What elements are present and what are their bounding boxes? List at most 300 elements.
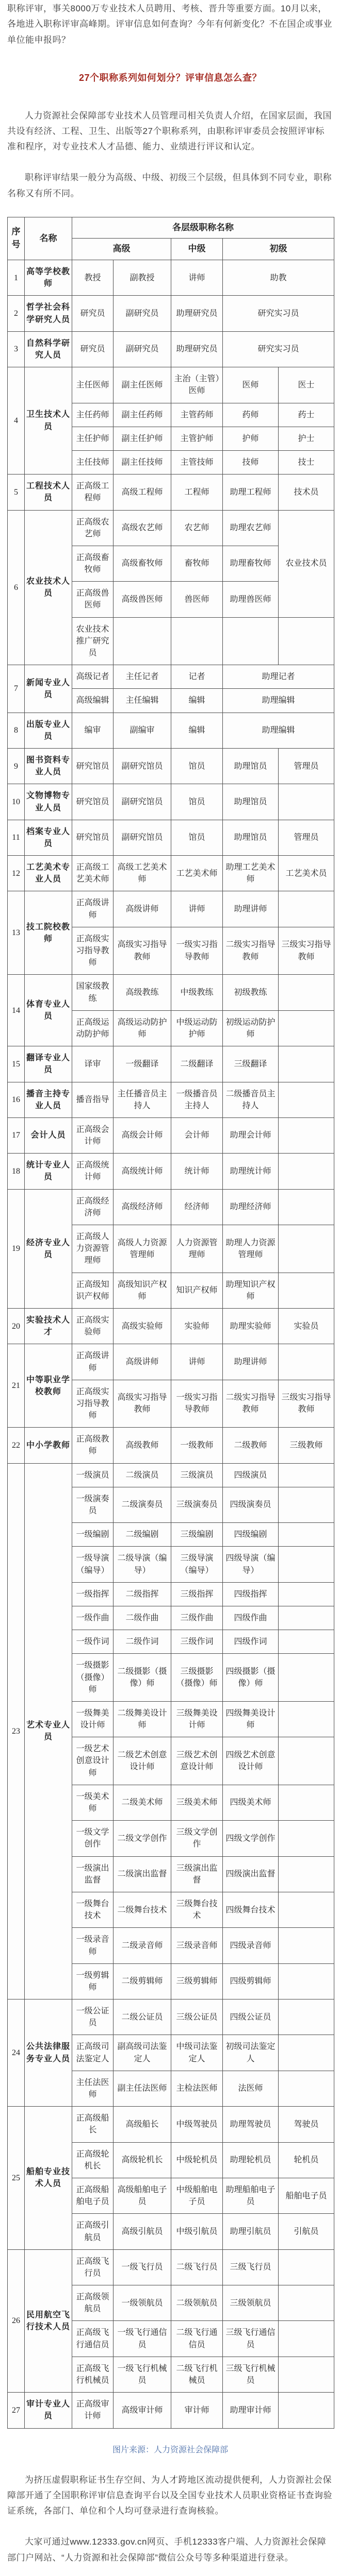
- table-cell: 编辑: [171, 713, 223, 748]
- table-cell: 馆员: [171, 820, 223, 855]
- table-cell: 正高级领航员: [72, 2285, 114, 2321]
- table-cell: 四级文学创作: [223, 1821, 279, 1856]
- table-cell: 助理经济师: [223, 1189, 279, 1225]
- table-cell: 二级演奏员: [114, 1487, 171, 1522]
- row-name-cell: 中小学教师: [25, 1428, 72, 1463]
- table-cell: 中级引航员: [171, 2214, 223, 2249]
- table-row: [8, 1046, 334, 1082]
- table-cell: 二级剪辑师: [114, 1963, 171, 1999]
- row-name-cell: 中等职业学校教师: [25, 1344, 72, 1428]
- table-row: [8, 1189, 334, 1225]
- table-cell: 主管护师: [171, 427, 223, 450]
- table-cell: 三级导演（编导）: [171, 1547, 223, 1582]
- row-seq-cell: 26: [8, 2249, 25, 2393]
- table-cell: 助教: [223, 260, 334, 296]
- table-cell: 主任法医师: [72, 2071, 114, 2106]
- row-seq-cell: 17: [8, 1117, 25, 1153]
- table-cell: 正高级船长: [72, 2107, 114, 2142]
- table-cell: 三级作曲: [171, 1606, 223, 1630]
- table-cell: 高级畜牧师: [114, 546, 171, 581]
- table-cell: 主任医师: [72, 367, 114, 403]
- table-cell: 一级翻译: [114, 1046, 171, 1082]
- table-row: [8, 748, 334, 784]
- table-row: [8, 665, 334, 689]
- row-seq-cell: 6: [8, 510, 25, 665]
- table-cell: 正高级工艺美术师: [72, 856, 114, 891]
- table-cell: 馆员: [171, 748, 223, 784]
- table-row: [8, 2107, 334, 2142]
- table-cell: 助理驾驶员: [223, 2107, 279, 2142]
- table-cell: 助理实验师: [223, 1308, 279, 1344]
- row-name-cell: 公共法律服务专业人员: [25, 1999, 72, 2107]
- row-name-cell: 经济专业人员: [25, 1189, 72, 1308]
- table-cell: 一级演奏员: [72, 1487, 114, 1522]
- table-cell: 正高级实验师: [72, 1308, 114, 1344]
- table-cell: 正高级知识产权师: [72, 1273, 114, 1308]
- table-cell: 三级指挥: [171, 1582, 223, 1606]
- table-cell: 助理工艺美术师: [223, 856, 279, 891]
- table-cell: 工艺美术师: [171, 856, 223, 891]
- table-cell: [279, 2249, 334, 2285]
- table-cell: 高级运动防护师: [114, 1010, 171, 1046]
- table-cell: 畜牧师: [171, 546, 223, 581]
- table-cell: 助理知识产权师: [223, 1273, 279, 1308]
- table-row: [8, 784, 334, 820]
- table-cell: 初级运动防护师: [223, 1010, 279, 1046]
- row-name-cell: 自然科学研究人员: [25, 331, 72, 367]
- row-name-cell: 翻译专业人员: [25, 1046, 72, 1082]
- table-cell: 轮机员: [279, 2142, 334, 2178]
- table-cell: 高级船舶电子员: [114, 2178, 171, 2213]
- table-cell: 正高级人力资源管理师: [72, 1225, 114, 1273]
- table-row: [8, 2249, 334, 2285]
- table-cell: 高级船长: [114, 2107, 171, 2142]
- table-cell: 二级作曲: [114, 1606, 171, 1630]
- table-cell: 正高级飞行员: [72, 2249, 114, 2285]
- table-cell: 高级工程师: [114, 474, 171, 510]
- table-cell: 一级艺术创意设计师: [72, 1737, 114, 1785]
- row-seq-cell: 12: [8, 856, 25, 891]
- table-cell: 实验员: [279, 1308, 334, 1344]
- table-row: [8, 474, 334, 510]
- row-seq-cell: 21: [8, 1344, 25, 1428]
- table-cell: 正高级运动防护师: [72, 1010, 114, 1046]
- table-cell: [279, 1654, 334, 1702]
- table-cell: 二级文学创作: [114, 1821, 171, 1856]
- table-cell: 工程师: [171, 474, 223, 510]
- table-row: [8, 296, 334, 331]
- table-cell: 引航员: [279, 2214, 334, 2249]
- table-cell: 一级导演（编导）: [72, 1547, 114, 1582]
- table-cell: 三级编剧: [171, 1523, 223, 1547]
- table-cell: 副编审: [114, 713, 171, 748]
- table-cell: 一级摄影（摄像）师: [72, 1654, 114, 1702]
- table-cell: 高级教师: [114, 1428, 171, 1463]
- table-cell: [279, 2357, 334, 2392]
- table-row: [8, 1428, 334, 1463]
- table-cell: 一级舞美设计师: [72, 1701, 114, 1737]
- table-cell: [279, 1046, 334, 1082]
- header-levels: 各层级职称名称: [72, 217, 334, 239]
- table-cell: [279, 2285, 334, 2321]
- header-junior: 初级: [223, 239, 334, 260]
- table-cell: [114, 617, 171, 665]
- row-seq-cell: 27: [8, 2393, 25, 2428]
- table-cell: [279, 1582, 334, 1606]
- table-cell: 农业技术推广研究员: [72, 617, 114, 665]
- table-cell: [279, 1999, 334, 2035]
- table-cell: 主任编辑: [114, 689, 171, 713]
- table-cell: 讲师: [171, 1344, 223, 1380]
- table-cell: 高级实习指导教师: [114, 927, 171, 975]
- table-cell: 三级舞台技术: [171, 1892, 223, 1927]
- table-cell: 研究员: [72, 331, 114, 367]
- table-cell: 助理畜牧师: [223, 546, 279, 581]
- table-cell: 实验师: [171, 1308, 223, 1344]
- table-row: [8, 510, 334, 546]
- table-cell: 一级公证员: [72, 1999, 114, 2035]
- table-cell: 医士: [279, 367, 334, 403]
- row-seq-cell: 19: [8, 1189, 25, 1308]
- table-cell: 主任记者: [114, 665, 171, 689]
- table-cell: 一级实习指导教师: [171, 1380, 223, 1428]
- table-cell: 副研究馆员: [114, 784, 171, 820]
- table-cell: [279, 1856, 334, 1892]
- table-cell: [279, 1487, 334, 1522]
- table-cell: 高级人力资源管理师: [114, 1225, 171, 1273]
- table-row: [8, 1154, 334, 1189]
- title-series-table: [7, 217, 334, 2429]
- table-cell: 高级会计师: [114, 1117, 171, 1153]
- table-cell: [279, 1082, 334, 1117]
- table-cell: [279, 1701, 334, 1737]
- table-cell: 副主任法医师: [114, 2071, 171, 2106]
- table-cell: 正高级飞行通信员: [72, 2321, 114, 2357]
- table-cell: 二级实习指导教师: [223, 1380, 279, 1428]
- table-cell: 高级实验师: [114, 1308, 171, 1344]
- table-cell: 副主任医师: [114, 367, 171, 403]
- row-name-cell: 卫生技术人员: [25, 367, 72, 474]
- header-senior: 高级: [72, 239, 171, 260]
- row-seq-cell: 20: [8, 1308, 25, 1344]
- row-seq-cell: 18: [8, 1154, 25, 1189]
- table-cell: 二级作词: [114, 1630, 171, 1654]
- table-cell: 讲师: [171, 260, 223, 296]
- table-cell: 会计师: [171, 1117, 223, 1153]
- table-cell: [279, 1523, 334, 1547]
- row-name-cell: 审计专业人员: [25, 2393, 72, 2428]
- table-cell: 四级舞台技术: [223, 1892, 279, 1927]
- row-seq-cell: 22: [8, 1428, 25, 1463]
- table-cell: 四级美术师: [223, 1785, 279, 1820]
- table-cell: 一级作词: [72, 1630, 114, 1654]
- table-cell: 主任技师: [72, 450, 114, 474]
- table-cell: 正高级畜牧师: [72, 546, 114, 581]
- table-cell: 正高级实习指导教师: [72, 1380, 114, 1428]
- row-seq-cell: 15: [8, 1046, 25, 1082]
- table-cell: [279, 2035, 334, 2071]
- table-cell: 船舶电子员: [279, 2178, 334, 2213]
- table-cell: 研究实习员: [223, 331, 334, 367]
- table-cell: 主管技师: [171, 450, 223, 474]
- table-cell: 高级讲师: [114, 891, 171, 927]
- table-cell: 三级舞美设计师: [171, 1701, 223, 1737]
- table-cell: 四级摄影（摄像）师: [223, 1654, 279, 1702]
- table-cell: 正高级引航员: [72, 2214, 114, 2249]
- table-cell: 三级艺术创意设计师: [171, 1737, 223, 1785]
- paragraph: 大家可通过www.12333.gov.cn网页、手机12333客户端、人力资源社会保障部门户网站、“人力资源和社会保障部”微信公众号等多种渠道进行登录。: [7, 2537, 327, 2563]
- table-cell: 中级轮机员: [171, 2142, 223, 2178]
- table-cell: [279, 1547, 334, 1582]
- table-cell: 助理编辑: [223, 689, 334, 713]
- row-name-cell: 实验技术人才: [25, 1308, 72, 1344]
- table-cell: 三级飞行员: [223, 2249, 279, 2285]
- table-cell: 高级教练: [114, 975, 171, 1010]
- table-cell: 二级领航员: [171, 2285, 223, 2321]
- table-cell: 二级导演（编导）: [114, 1547, 171, 1582]
- table-cell: 译审: [72, 1046, 114, 1082]
- table-row: [8, 891, 334, 927]
- table-cell: 一级录音师: [72, 1928, 114, 1963]
- title-table-wrapper: [7, 217, 333, 2429]
- header-name: 名称: [25, 217, 72, 260]
- paragraph: 人力资源社会保障部专业技术人员管理司相关负责人介绍，在国家层面，我国共设有经济、工程、卫生、出版等27个职称系列，由职称评审委员会按照评审标准和程序，对专业技术人才品德、能力、业绩进行评议和认定。: [7, 110, 332, 152]
- table-cell: [279, 1928, 334, 1963]
- table-cell: 农艺师: [171, 510, 223, 546]
- table-cell: 正高级讲师: [72, 1344, 114, 1380]
- table-cell: [279, 2393, 334, 2428]
- row-seq-cell: 14: [8, 975, 25, 1046]
- table-cell: 高级农艺师: [114, 510, 171, 546]
- row-seq-cell: 23: [8, 1463, 25, 1999]
- table-cell: 四级演奏员: [223, 1487, 279, 1522]
- table-cell: 正高级兽医师: [72, 582, 114, 617]
- table-cell: 教授: [72, 260, 114, 296]
- table-cell: 一级美术师: [72, 1785, 114, 1820]
- row-seq-cell: 5: [8, 474, 25, 510]
- table-cell: 三级翻译: [223, 1046, 279, 1082]
- header-seq: 序号: [8, 217, 25, 260]
- table-cell: 二级演员: [114, 1463, 171, 1487]
- table-cell: 正高级农艺师: [72, 510, 114, 546]
- table-cell: 药士: [279, 403, 334, 427]
- table-cell: 主治（主管）医师: [171, 367, 223, 403]
- table-cell: 三级领航员: [223, 2285, 279, 2321]
- table-cell: 高级实习指导教师: [114, 1380, 171, 1428]
- table-row: [8, 1344, 334, 1380]
- table-cell: 助理船舶电子员: [223, 2178, 279, 2213]
- row-seq-cell: 7: [8, 665, 25, 713]
- table-cell: [279, 1225, 334, 1273]
- table-row: [8, 2393, 334, 2428]
- table-cell: 一级演员: [72, 1463, 114, 1487]
- table-cell: 正高级实习指导教师: [72, 927, 114, 975]
- table-cell: 三级美术师: [171, 1785, 223, 1820]
- table-cell: 助理馆员: [223, 748, 279, 784]
- table-row: [8, 713, 334, 748]
- row-name-cell: 图书资料专业人员: [25, 748, 72, 784]
- table-cell: [279, 1189, 334, 1225]
- table-cell: 记者: [171, 665, 223, 689]
- table-cell: 统计师: [171, 1154, 223, 1189]
- table-cell: 研究馆员: [72, 748, 114, 784]
- table-cell: 人力资源管理师: [171, 1225, 223, 1273]
- table-cell: 三级飞行机械员: [223, 2357, 279, 2392]
- table-cell: 编审: [72, 713, 114, 748]
- table-cell: 助理轮机员: [223, 2142, 279, 2178]
- table-cell: 二级翻译: [171, 1046, 223, 1082]
- table-cell: [279, 2071, 334, 2106]
- table-cell: 四级公证员: [223, 1999, 279, 2035]
- table-cell: 四级演出监督: [223, 1856, 279, 1892]
- table-cell: 编辑: [171, 689, 223, 713]
- table-caption: 图片来源：人力资源社会保障部: [112, 2445, 228, 2454]
- table-cell: 工艺美术员: [279, 856, 334, 891]
- table-cell: 中级教练: [171, 975, 223, 1010]
- table-cell: 管理员: [279, 820, 334, 855]
- table-cell: 高级引航员: [114, 2214, 171, 2249]
- table-cell: 主管药师: [171, 403, 223, 427]
- table-cell: 正高级船舶电子员: [72, 2178, 114, 2213]
- table-cell: 正高级经济师: [72, 1189, 114, 1225]
- row-seq-cell: 11: [8, 820, 25, 855]
- table-cell: [279, 1892, 334, 1927]
- table-cell: 一级飞行通信员: [114, 2321, 171, 2357]
- table-cell: 一级文学创作: [72, 1821, 114, 1856]
- table-cell: 四级指挥: [223, 1582, 279, 1606]
- table-cell: 副主任药师: [114, 403, 171, 427]
- table-cell: 助理工程师: [223, 474, 279, 510]
- table-cell: 二级公证员: [114, 1999, 171, 2035]
- table-cell: 三级录音师: [171, 1928, 223, 1963]
- table-cell: 技术员: [279, 474, 334, 510]
- table-cell: 助理统计师: [223, 1154, 279, 1189]
- table-cell: 二级飞行机械员: [171, 2357, 223, 2392]
- table-cell: 正高级飞行机械员: [72, 2357, 114, 2392]
- table-cell: 四级演员: [223, 1463, 279, 1487]
- row-seq-cell: 9: [8, 748, 25, 784]
- table-cell: 三级文学创作: [171, 1821, 223, 1856]
- table-cell: 正高级讲师: [72, 891, 114, 927]
- table-cell: 一级演出监督: [72, 1856, 114, 1892]
- table-cell: 一级剪辑师: [72, 1963, 114, 1999]
- table-cell: 高级知识产权师: [114, 1273, 171, 1308]
- table-cell: 四级作词: [223, 1630, 279, 1654]
- row-seq-cell: 1: [8, 260, 25, 296]
- table-cell: 助理会计师: [223, 1117, 279, 1153]
- row-name-cell: 高等学校教师: [25, 260, 72, 296]
- table-cell: 三级教师: [279, 1428, 334, 1463]
- table-cell: 一级舞台技术: [72, 1892, 114, 1927]
- row-name-cell: 出版专业人员: [25, 713, 72, 748]
- table-cell: 二级指挥: [114, 1582, 171, 1606]
- table-cell: 二级教师: [223, 1428, 279, 1463]
- table-cell: 三级实习指导教师: [279, 1380, 334, 1428]
- table-row: [8, 1117, 334, 1153]
- table-cell: 正高级审计师: [72, 2393, 114, 2428]
- table-cell: 知识产权师: [171, 1273, 223, 1308]
- table-cell: 正高级教师: [72, 1428, 114, 1463]
- table-cell: 中级船舶电子员: [171, 2178, 223, 2213]
- table-cell: 一级播音员主持人: [171, 1082, 223, 1117]
- table-cell: 三级飞行通信员: [223, 2321, 279, 2357]
- row-name-cell: 播音主持专业人员: [25, 1082, 72, 1117]
- table-row: [8, 820, 334, 855]
- table-cell: 正高级司法鉴定人: [72, 2035, 114, 2071]
- row-seq-cell: 24: [8, 1999, 25, 2107]
- table-cell: [279, 1117, 334, 1153]
- table-header-row-1: [8, 217, 334, 239]
- table-row: [8, 331, 334, 367]
- table-cell: 中级运动防护师: [171, 1010, 223, 1046]
- table-cell: 助理兽医师: [223, 582, 279, 617]
- row-seq-cell: 16: [8, 1082, 25, 1117]
- table-cell: 法医师: [223, 2071, 279, 2106]
- table-cell: 三级剪辑师: [171, 1963, 223, 1999]
- table-cell: 主任药师: [72, 403, 114, 427]
- table-cell: 驾驶员: [279, 2107, 334, 2142]
- intro-paragraph: 职称评审，事关8000万专业技术人员聘用、考核、晋升等重要方面。10月以来，各地进入职称评审高峰期。评审信息如何查询？今年有何新变化？不在国企或事业单位能申报吗？: [7, 4, 332, 45]
- table-cell: 四级导演（编导）: [223, 1547, 279, 1582]
- table-cell: 二级艺术创意设计师: [114, 1737, 171, 1785]
- table-cell: 审计师: [171, 2393, 223, 2428]
- row-seq-cell: 3: [8, 331, 25, 367]
- title-table-body: [8, 260, 334, 2429]
- table-cell: 二级录音师: [114, 1928, 171, 1963]
- table-cell: 高级编辑: [72, 689, 114, 713]
- table-cell: [279, 2321, 334, 2357]
- table-cell: 初级教练: [223, 975, 279, 1010]
- table-row: [8, 260, 334, 296]
- table-cell: 正高级轮机长: [72, 2142, 114, 2178]
- table-cell: 三级演员: [171, 1463, 223, 1487]
- table-cell: 二级舞台技术: [114, 1892, 171, 1927]
- table-cell: 二级舞美设计师: [114, 1701, 171, 1737]
- table-row: [8, 367, 334, 403]
- table-cell: 研究馆员: [72, 784, 114, 820]
- table-cell: 助理讲师: [223, 891, 279, 927]
- row-name-cell: 新闻专业人员: [25, 665, 72, 713]
- header-mid: 中级: [171, 239, 223, 260]
- table-cell: 一级飞行机械员: [114, 2357, 171, 2392]
- table-cell: 四级编剧: [223, 1523, 279, 1547]
- table-cell: 高级记者: [72, 665, 114, 689]
- row-name-cell: 民用航空飞行技术人员: [25, 2249, 72, 2393]
- paragraph: 职称评审结果一般分为高级、中级、初级三个层级，但具体到不同专业，职称名称又有所不同。: [7, 173, 332, 198]
- row-name-cell: 技工院校教师: [25, 891, 72, 975]
- table-cell: 高级兽医师: [114, 582, 171, 617]
- row-seq-cell: 4: [8, 367, 25, 474]
- table-cell: 二级播音员主持人: [223, 1082, 279, 1117]
- table-cell: 高级轮机长: [114, 2142, 171, 2178]
- table-cell: 副主任技师: [114, 450, 171, 474]
- row-seq-cell: 10: [8, 784, 25, 820]
- row-name-cell: 艺术专业人员: [25, 1463, 72, 1999]
- table-cell: 副教授: [114, 260, 171, 296]
- table-cell: 管理员: [279, 748, 334, 784]
- table-cell: 初级司法鉴定人: [223, 2035, 279, 2071]
- table-cell: 技师: [223, 450, 279, 474]
- table-cell: 一级作曲: [72, 1606, 114, 1630]
- table-cell: 正高级会计师: [72, 1117, 114, 1153]
- table-cell: 助理研究员: [171, 331, 223, 367]
- table-cell: 一级指挥: [72, 1582, 114, 1606]
- table-cell: 正高级工程师: [72, 474, 114, 510]
- table-cell: [279, 1630, 334, 1654]
- table-cell: 研究实习员: [223, 296, 334, 331]
- table-cell: [279, 1963, 334, 1999]
- table-cell: 四级剪辑师: [223, 1963, 279, 1999]
